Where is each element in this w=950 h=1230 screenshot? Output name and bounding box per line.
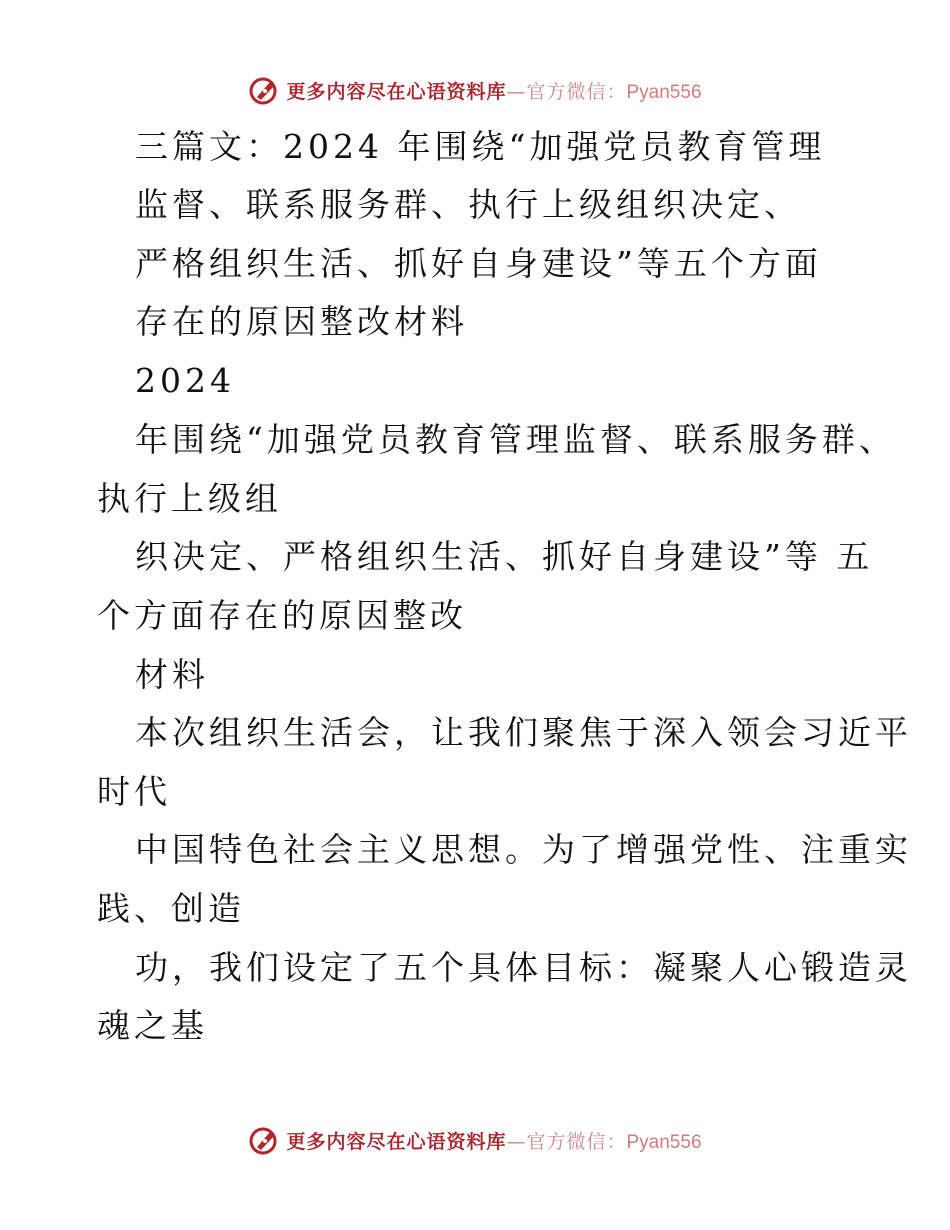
banner-wechat-id: Pyan556 [626,81,702,103]
body-line: 践、创造 [97,889,245,928]
body-line: 魂之基 [97,1006,208,1045]
body-line: 织决定、严格组织生活、抓好自身建设”等 五 [135,537,874,576]
banner-wechat-id: Pyan556 [626,1131,702,1153]
header-banner [0,70,950,110]
body-line: 年围绕“加强党员教育管理监督、联系服务群、 [135,420,896,459]
banner-main-text: 更多内容尽在心语资料库 [286,80,507,103]
body-line: 本次组织生活会，让我们聚焦于深入领会习近平 [135,713,912,752]
banner-text [286,1127,701,1154]
title-line: 三篇文：2024 年围绕“加强党员教育管理 [135,127,826,166]
banner-dash: — [506,1130,527,1153]
banner-main-text: 更多内容尽在心语资料库 [286,1130,507,1153]
title-line: 严格组织生活、抓好自身建设”等五个方面 [135,244,822,283]
title-line: 监督、联系服务群、执行上级组织决定、 [135,185,801,224]
banner-text [286,77,701,104]
body-line: 执行上级组 [97,479,282,518]
body-line: 时代 [97,772,171,811]
body-line: 功，我们设定了五个具体目标：凝聚人心锻造灵 [135,948,912,987]
footer-banner [0,1120,950,1160]
body-line: 2024 [135,361,235,400]
banner-sub-text: 官方微信： [526,1130,627,1153]
title-line: 存在的原因整改材料 [135,302,468,341]
body-line: 中国特色社会主义思想。为了增强党性、注重实 [135,830,912,869]
banner-dash: — [506,80,527,103]
body-line: 材料 [135,655,209,694]
body-line: 个方面存在的原因整改 [97,596,467,635]
pen-nib-logo-icon [248,74,280,106]
banner-sub-text: 官方微信： [526,80,627,103]
pen-nib-logo-icon [248,1124,280,1156]
